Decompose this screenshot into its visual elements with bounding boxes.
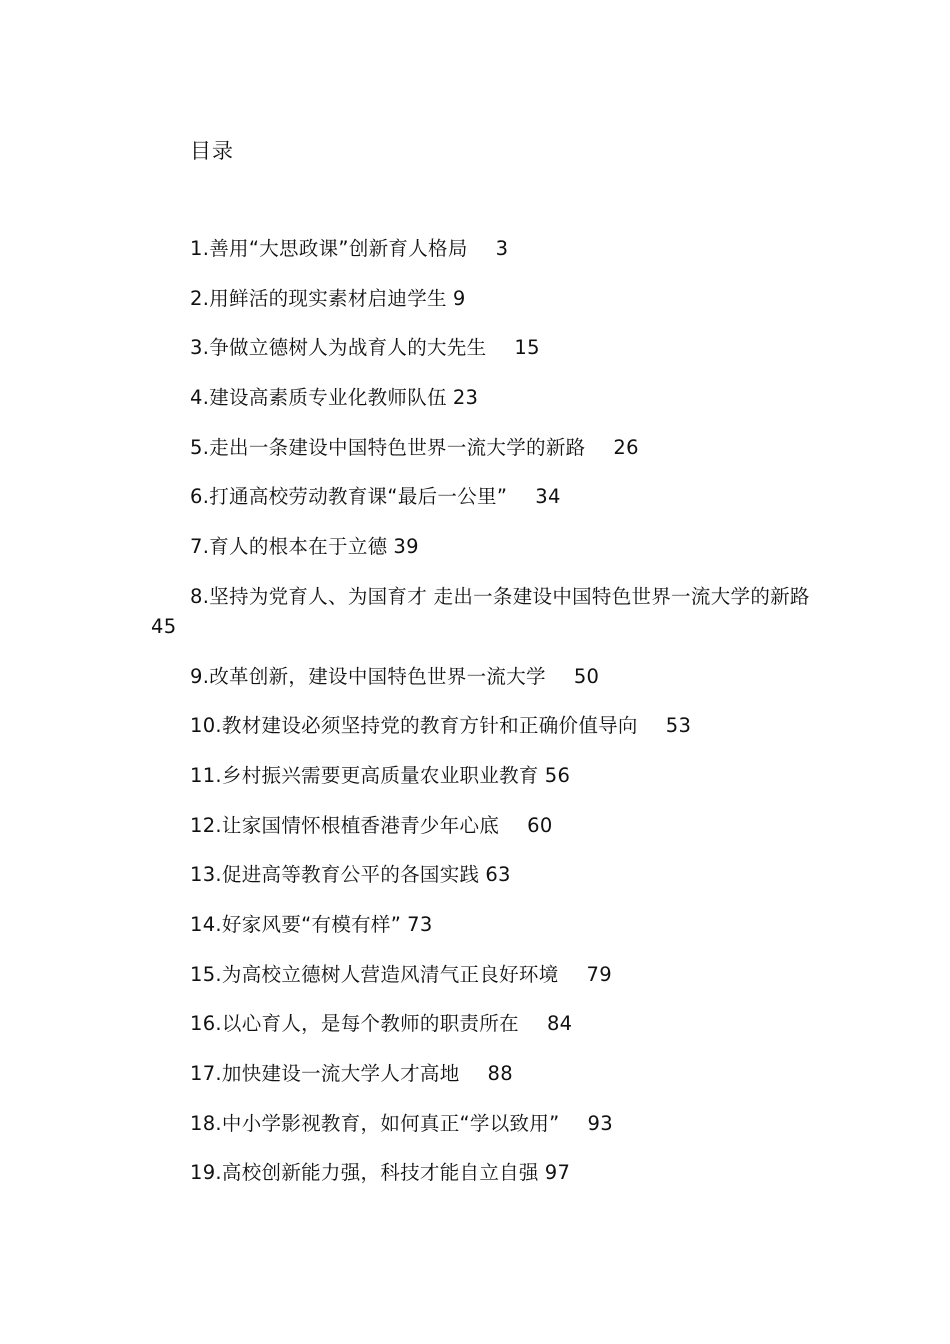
toc-entry[interactable] bbox=[145, 711, 825, 741]
toc-entry-page: 88 bbox=[487, 1062, 513, 1085]
toc-entry-page: 3 bbox=[495, 237, 509, 260]
toc-entry[interactable] bbox=[145, 582, 815, 642]
toc-entry-title: 走出一条建设中国特色世界一流大学的新路 bbox=[209, 435, 586, 459]
toc-entry-number: 3. bbox=[190, 336, 210, 360]
toc-entry-number: 1. bbox=[190, 237, 210, 260]
toc-entry-title: 善用“大思政课”创新育人格局 bbox=[209, 237, 468, 260]
toc-entry[interactable] bbox=[145, 234, 825, 264]
toc-entry-title: 让家国情怀根植香港青少年心底 bbox=[221, 813, 500, 837]
toc-entry-title: 用鲜活的现实素材启迪学生 bbox=[209, 286, 447, 310]
toc-list bbox=[145, 234, 825, 1208]
toc-entry[interactable] bbox=[145, 433, 825, 463]
toc-entry-number: 4. bbox=[190, 386, 210, 410]
toc-entry-page: 97 bbox=[544, 1161, 571, 1185]
toc-entry-number: 12. bbox=[190, 813, 222, 837]
toc-entry[interactable] bbox=[145, 482, 825, 512]
toc-entry-page: 9 bbox=[452, 286, 466, 310]
toc-entry-number: 2. bbox=[190, 286, 210, 310]
toc-entry-title: 争做立德树人为战育人的大先生 bbox=[209, 336, 487, 360]
toc-entry-number: 15. bbox=[190, 962, 222, 986]
toc-entry[interactable] bbox=[145, 1059, 825, 1089]
toc-entry-number: 16. bbox=[190, 1012, 222, 1036]
toc-entry-page: 73 bbox=[407, 912, 433, 936]
toc-entry-title: 加快建设一流大学人才高地 bbox=[221, 1062, 460, 1085]
toc-entry-title: 打通高校劳动教育课“最后一公里” bbox=[209, 485, 508, 509]
toc-entry[interactable] bbox=[145, 960, 825, 990]
toc-entry-page: 60 bbox=[527, 813, 553, 837]
toc-entry-title: 建设高素质专业化教师队伍 bbox=[209, 386, 447, 410]
toc-entry-title: 育人的根本在于立德 bbox=[209, 535, 388, 559]
toc-entry-page: 50 bbox=[573, 664, 600, 688]
toc-entry[interactable] bbox=[145, 1009, 825, 1039]
toc-title: 目录 bbox=[190, 139, 234, 163]
toc-entry-title: 为高校立德树人营造风清气正良好环境 bbox=[221, 962, 559, 986]
toc-entry[interactable] bbox=[145, 662, 825, 692]
toc-entry-number: 11. bbox=[190, 763, 222, 787]
toc-entry-title: 改革创新，建设中国特色世界一流大学 bbox=[209, 664, 546, 688]
toc-entry-title: 教材建设必须坚持党的教育方针和正确价值导向 bbox=[221, 714, 638, 738]
toc-entry-number: 13. bbox=[190, 863, 222, 887]
toc-entry-page: 93 bbox=[587, 1111, 613, 1135]
toc-entry-page: 84 bbox=[546, 1012, 573, 1036]
toc-entry-number: 8. bbox=[190, 584, 210, 608]
toc-entry[interactable] bbox=[145, 383, 825, 413]
toc-entry[interactable] bbox=[145, 333, 825, 363]
toc-entry-title: 以心育人，是每个教师的职责所在 bbox=[221, 1012, 519, 1036]
toc-entry-title: 中小学影视教育，如何真正“学以致用” bbox=[221, 1111, 560, 1135]
toc-entry-page: 23 bbox=[452, 386, 479, 410]
toc-entry-page: 45 bbox=[151, 614, 177, 638]
toc-entry-title: 好家风要“有模有样” bbox=[221, 912, 402, 936]
toc-entry-page: 53 bbox=[665, 714, 692, 738]
toc-entry-page: 79 bbox=[586, 962, 612, 986]
toc-entry-number: 7. bbox=[190, 535, 210, 559]
toc-entry-page: 39 bbox=[393, 535, 419, 559]
toc-entry[interactable] bbox=[145, 860, 825, 890]
toc-entry-number: 14. bbox=[190, 912, 222, 936]
toc-entry-number: 18. bbox=[190, 1111, 222, 1135]
toc-entry[interactable] bbox=[145, 284, 825, 314]
toc-entry-page: 34 bbox=[535, 485, 561, 509]
toc-entry-page: 63 bbox=[485, 863, 511, 887]
toc-entry-title: 坚持为党育人、为国育才 走出一条建设中国特色世界一流大学的新路 bbox=[209, 584, 810, 608]
toc-entry[interactable] bbox=[145, 1158, 825, 1188]
toc-entry[interactable] bbox=[145, 1109, 825, 1139]
toc-entry[interactable] bbox=[145, 811, 825, 841]
toc-entry-number: 9. bbox=[190, 664, 210, 688]
toc-entry-number: 5. bbox=[190, 435, 210, 459]
toc-entry-number: 6. bbox=[190, 485, 210, 509]
toc-entry-number: 19. bbox=[190, 1161, 222, 1185]
toc-entry-number: 10. bbox=[190, 714, 222, 738]
toc-entry[interactable] bbox=[145, 910, 825, 940]
toc-entry-title: 高校创新能力强，科技才能自立自强 bbox=[221, 1161, 539, 1185]
toc-entry-page: 56 bbox=[544, 763, 571, 787]
toc-entry-title: 乡村振兴需要更高质量农业职业教育 bbox=[221, 763, 539, 787]
toc-entry-number: 17. bbox=[190, 1062, 222, 1085]
toc-entry[interactable] bbox=[145, 532, 825, 562]
toc-entry-page: 26 bbox=[613, 435, 639, 459]
toc-entry[interactable] bbox=[145, 761, 825, 791]
toc-entry-page: 15 bbox=[514, 336, 540, 360]
toc-entry-title: 促进高等教育公平的各国实践 bbox=[221, 863, 480, 887]
